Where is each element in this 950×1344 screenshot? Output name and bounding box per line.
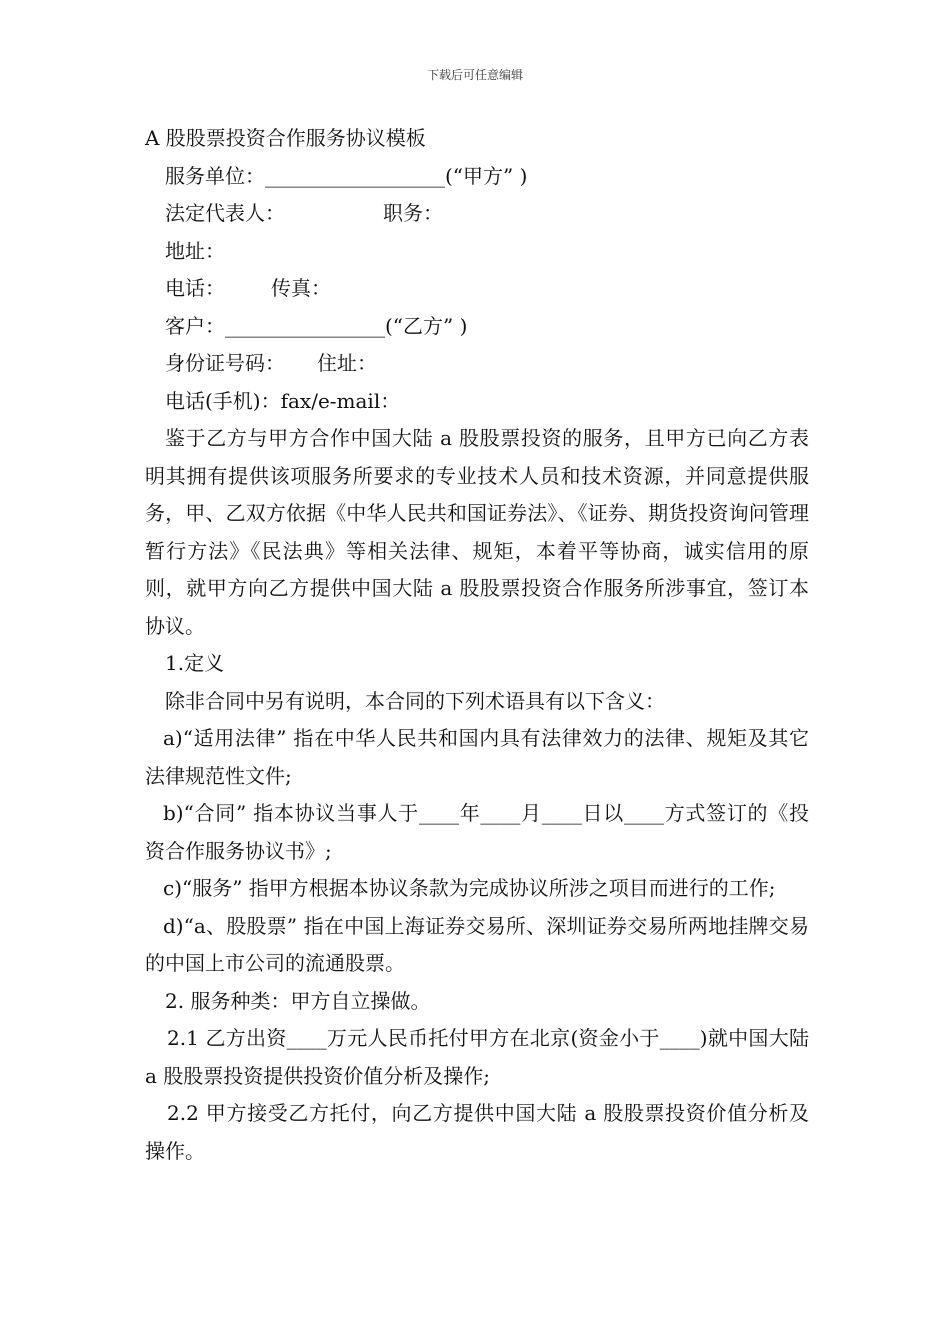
definition-b: b)“合同” 指本协议当事人于____年____月____日以____方式签订的《投资合作服务协议书》; <box>145 801 809 863</box>
position-label: 职务： <box>383 201 443 225</box>
section1-heading: 1.定义 <box>165 651 225 675</box>
section2-heading: 2. 服务种类：甲方自立操做。 <box>165 988 431 1013</box>
address-line: 地址： <box>165 238 225 263</box>
preamble-paragraph: 鉴于乙方与甲方合作中国大陆 a 股股票投资的服务，且甲方已向乙方表明其拥有提供该项服务所要求的专业技术人员和技术资源，并同意提供服务，甲、乙双方依据《中华人民共和国证券法》、《证券、期货投资询问管理暂行方法》《民法典》等相关法律、规矩，本着平等协商，诚实信用的原则，就甲方向乙方提供中国大陆 a 股股票投资合作服务所涉事宜，签订本协议。 <box>145 426 809 638</box>
definition-a: a)“适用法律” 指在中华人民共和国内具有法律效力的法律、规矩及其它法律规范性文件; <box>145 726 809 788</box>
page-header: 下载后可任意编辑 <box>426 68 523 82</box>
document-title: A 股股票投资合作服务协议模板 <box>145 126 426 150</box>
definition-d: d)“a、股股票” 指在中国上海证券交易所、深圳证券交易所两地挂牌交易的中国上市公司的流通股票。 <box>145 913 809 975</box>
section1-intro: 除非合同中另有说明，本合同的下列术语具有以下含义： <box>165 688 665 713</box>
phone-label: 电话： <box>165 276 225 300</box>
client-line: 客户：________________(“乙方” ) <box>165 313 468 338</box>
item-2-1: 2.1 乙方出资____万元人民币托付甲方在北京(资金小于____)就中国大陆 a 股股票投资提供投资价值分析及操作; <box>145 1026 809 1088</box>
agreement-document <box>145 120 809 1170</box>
residence-label: 住址： <box>317 351 377 375</box>
service-unit-line: 服务单位：__________________(“甲方” ) <box>165 163 528 188</box>
fax-label: 传真： <box>271 276 331 300</box>
item-2-2: 2.2 甲方接受乙方托付，向乙方提供中国大陆 a 股股票投资价值分析及操作。 <box>145 1101 809 1163</box>
phone-fax-line <box>145 270 809 308</box>
definition-c: c)“服务” 指甲方根据本协议条款为完成协议所涉之项目而进行的工作; <box>163 876 776 900</box>
legal-rep-label: 法定代表人： <box>165 201 285 225</box>
contact-line: 电话(手机)：fax/e-mail： <box>165 388 401 413</box>
id-residence-line <box>145 345 809 383</box>
id-number-label: 身份证号码： <box>165 351 285 375</box>
legal-rep-line <box>145 195 809 233</box>
